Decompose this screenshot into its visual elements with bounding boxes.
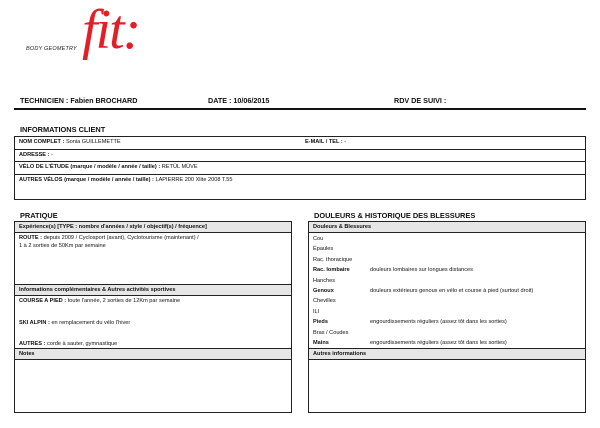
- autres-value: corde à sauter, gymnastique: [46, 341, 118, 347]
- email-value: -: [344, 139, 347, 145]
- header-row: [20, 96, 584, 108]
- client-adresse-row: [15, 150, 585, 162]
- douleur-item-value: engourdissements réguliers (assez tôt dans les sorties): [370, 319, 507, 326]
- douleur-item: [313, 245, 583, 253]
- douleur-item-label: Mains: [313, 340, 329, 346]
- logo-fit-wordmark: fit:: [82, 0, 140, 61]
- adresse-label: ADRESSE :: [19, 152, 50, 158]
- douleur-item: [313, 235, 583, 243]
- autres-velos-label: AUTRES VÉLOS (marque / modèle / année / taille) :: [19, 177, 154, 183]
- email-cell: [305, 138, 346, 146]
- douleur-item-value: engourdissements réguliers (assez tôt dans les sorties): [370, 340, 507, 346]
- email-label: E-MAIL / TEL :: [305, 139, 343, 145]
- complement-cell: [15, 296, 291, 349]
- ski-line: [19, 319, 287, 327]
- autres-line: [19, 340, 287, 348]
- client-velo-row: [15, 162, 585, 175]
- ski-label: SKI ALPIN :: [19, 320, 50, 326]
- brand-logo: [26, 0, 176, 78]
- experience-header: Expérience(s) [TYPE : nombre d'années / style / objectif(s) / fréquence]: [15, 222, 291, 233]
- douleur-item-label: Rac. lombaire: [313, 267, 350, 274]
- client-autres-velos-row: [15, 175, 585, 200]
- douleurs-header: Douleurs & Blessures: [309, 222, 585, 233]
- autres-label: AUTRES :: [19, 341, 46, 347]
- pratique-section-title: PRATIQUE: [20, 211, 58, 220]
- route-line2: 1 à 2 sorties de 50Km par semaine: [19, 243, 106, 249]
- course-value: toute l'année, 2 sorties de 12Km par semaine: [67, 298, 181, 304]
- route-line1: depuis 2009 / Cyclosport (avant), Cyclotourisme (maintenant) /: [43, 235, 199, 241]
- pratique-box: [14, 221, 292, 413]
- douleur-item-label: Hanches: [313, 277, 336, 284]
- douleur-item: [313, 256, 583, 264]
- douleur-item: [313, 318, 583, 326]
- douleurs-list: [309, 233, 585, 349]
- adresse-value: -: [51, 152, 53, 158]
- autres-info-header: Autres informations: [309, 349, 585, 360]
- route-cell: [15, 233, 291, 285]
- velo-label: VÉLO DE L'ÉTUDE (marque / modèle / année / taille) :: [19, 164, 161, 170]
- douleur-item-label: Pieds: [313, 319, 328, 326]
- douleur-item-label: Rac. thoracique: [313, 256, 353, 263]
- douleur-item-label: Bras / Coudes: [313, 329, 349, 336]
- douleurs-box: [308, 221, 586, 413]
- douleurs-section-title: DOULEURS & HISTORIQUE DES BLESSURES: [314, 211, 476, 220]
- course-line: [19, 297, 287, 305]
- douleur-item: [313, 277, 583, 285]
- notes-header: Notes: [15, 349, 291, 360]
- douleur-item: [313, 308, 583, 316]
- autres-velos-value: LAPIERRE 200 Xlite 2008 T.55: [155, 177, 233, 183]
- nom-value: Sonia GUILLEMETTE: [65, 139, 121, 145]
- douleur-item-label: Chevilles: [313, 298, 336, 305]
- nom-label: NOM COMPLET :: [19, 139, 65, 145]
- date-label: DATE : 10/06/2015: [208, 96, 270, 105]
- rdv-label: RDV DE SUIVI :: [394, 96, 447, 105]
- client-info-box: [14, 136, 586, 200]
- douleur-item-value: douleurs lombaires sur longues distances: [370, 267, 473, 274]
- complement-header: Informations complémentaires & Autres activités sportives: [15, 285, 291, 296]
- douleur-item: [313, 287, 583, 295]
- douleur-item: [313, 297, 583, 305]
- autres-info-area: [309, 360, 585, 412]
- douleur-item: [313, 339, 583, 347]
- douleur-item-label: Épaules: [313, 246, 334, 253]
- client-section-title: INFORMATIONS CLIENT: [20, 125, 106, 134]
- header-divider: [14, 108, 586, 110]
- route-label: ROUTE :: [19, 235, 42, 241]
- douleur-item-label: Cou: [313, 236, 324, 242]
- ski-value: en remplacement du vélo l'hiver: [51, 320, 131, 326]
- douleur-item-value: douleurs extérieurs genoux en vélo et course à pied (surtout droit): [370, 288, 534, 294]
- douleur-item-label: ILI: [313, 308, 320, 315]
- douleur-item: [313, 329, 583, 337]
- logo-subtitle: BODY GEOMETRY: [26, 46, 77, 52]
- douleur-item: [313, 266, 583, 274]
- client-nom-row: [15, 137, 585, 150]
- course-label: COURSE A PIED :: [19, 298, 67, 304]
- technicien-label: TECHNICIEN : Fabien BROCHARD: [20, 96, 138, 105]
- douleur-item-label: Genoux: [313, 288, 334, 294]
- velo-value: RETÜL MÜVE: [161, 164, 198, 170]
- notes-area: [15, 360, 291, 412]
